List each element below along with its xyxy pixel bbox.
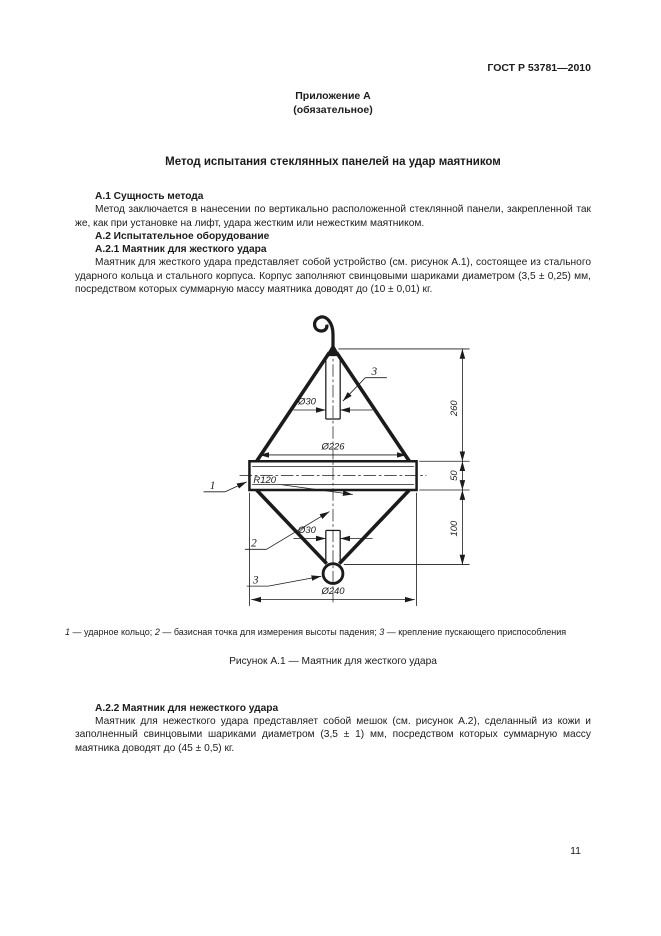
legend-text-2: — базисная точка для измерения высоты падения;: [159, 627, 380, 637]
paragraph-a21: Маятник для жесткого удара представляет собой устройство (см. рисунок А.1), состоящее из стального ударного кольца и стального корпуса. Корпус заполняют свинцовыми шариками диаметром (3,5 ± 0,25) мм, посредством которых суммарную массу маятника доводят до (10 ± 0,01) кг.: [75, 257, 591, 295]
dim-label-r120: R120: [253, 473, 276, 485]
figure-a1: [75, 304, 591, 619]
page-title: Метод испытания стеклянных панелей на удар маятником: [165, 156, 501, 168]
section-heading-a2: А.2 Испытательное оборудование: [95, 230, 270, 242]
section-heading-a1: А.1 Сущность метода: [95, 191, 204, 202]
annex-title: Приложение А: [295, 90, 371, 102]
dim-label-d30-bottom: Ø30: [298, 524, 316, 536]
dim-label-d226: Ø226: [321, 440, 345, 452]
callout-1-impact-ring: [204, 480, 247, 492]
annex-note: (обязательное): [293, 104, 373, 116]
suspension-hook-icon: [315, 317, 341, 356]
dim-label-h100: 100: [448, 520, 459, 537]
dim-label-h50: 50: [448, 470, 459, 481]
callout-2-label: 2: [251, 537, 257, 550]
paragraph-a22: Маятник для нежесткого удара представляет собой мешок (см. рисунок А.2), сделанный из кожи и заполненный свинцовыми шариками диаметром (3,5 ± 1) мм, посредством которых суммарную массу маятника доводят до (45 ± 0,5) кг.: [75, 716, 591, 754]
legend-num-3: 3: [379, 627, 385, 637]
callout-3-bottom-release-attachment: [247, 574, 322, 586]
callout-3-bottom-label: 3: [252, 574, 259, 587]
callout-1-label: 1: [209, 480, 216, 493]
dim-heights: [338, 349, 469, 565]
callout-3-top-label: 3: [371, 365, 378, 378]
dim-label-d240: Ø240: [321, 585, 345, 597]
paragraph-a1: Метод заключается в нанесении по вертикально расположенной стеклянной панели, закрепленной так же, как при установке на лифт, удара жестким или нежестким маятником.: [75, 204, 591, 229]
page-number: 11: [570, 845, 581, 857]
page-content: [65, 0, 591, 755]
figure-legend: [65, 627, 591, 639]
callout-2-base-point: [245, 512, 329, 550]
dim-label-d30-top: Ø30: [298, 395, 316, 407]
section-heading-a21: А.2.1 Маятник для жесткого удара: [95, 244, 267, 255]
legend-num-2: 2: [154, 627, 160, 637]
doc-number: ГОСТ Р 53781—2010: [487, 62, 591, 74]
figure-caption: Рисунок А.1 — Маятник для жесткого удара: [229, 655, 437, 667]
dim-label-h260: 260: [448, 400, 459, 417]
section-heading-a22: А.2.2 Маятник для нежесткого удара: [95, 702, 279, 714]
legend-text-1: — ударное кольцо;: [70, 627, 155, 637]
legend-num-1: 1: [65, 627, 71, 637]
legend-text-3: — крепление пускающего приспособления: [384, 627, 567, 637]
dim-radius-120: [253, 474, 352, 495]
pendulum-drawing: [153, 304, 513, 614]
